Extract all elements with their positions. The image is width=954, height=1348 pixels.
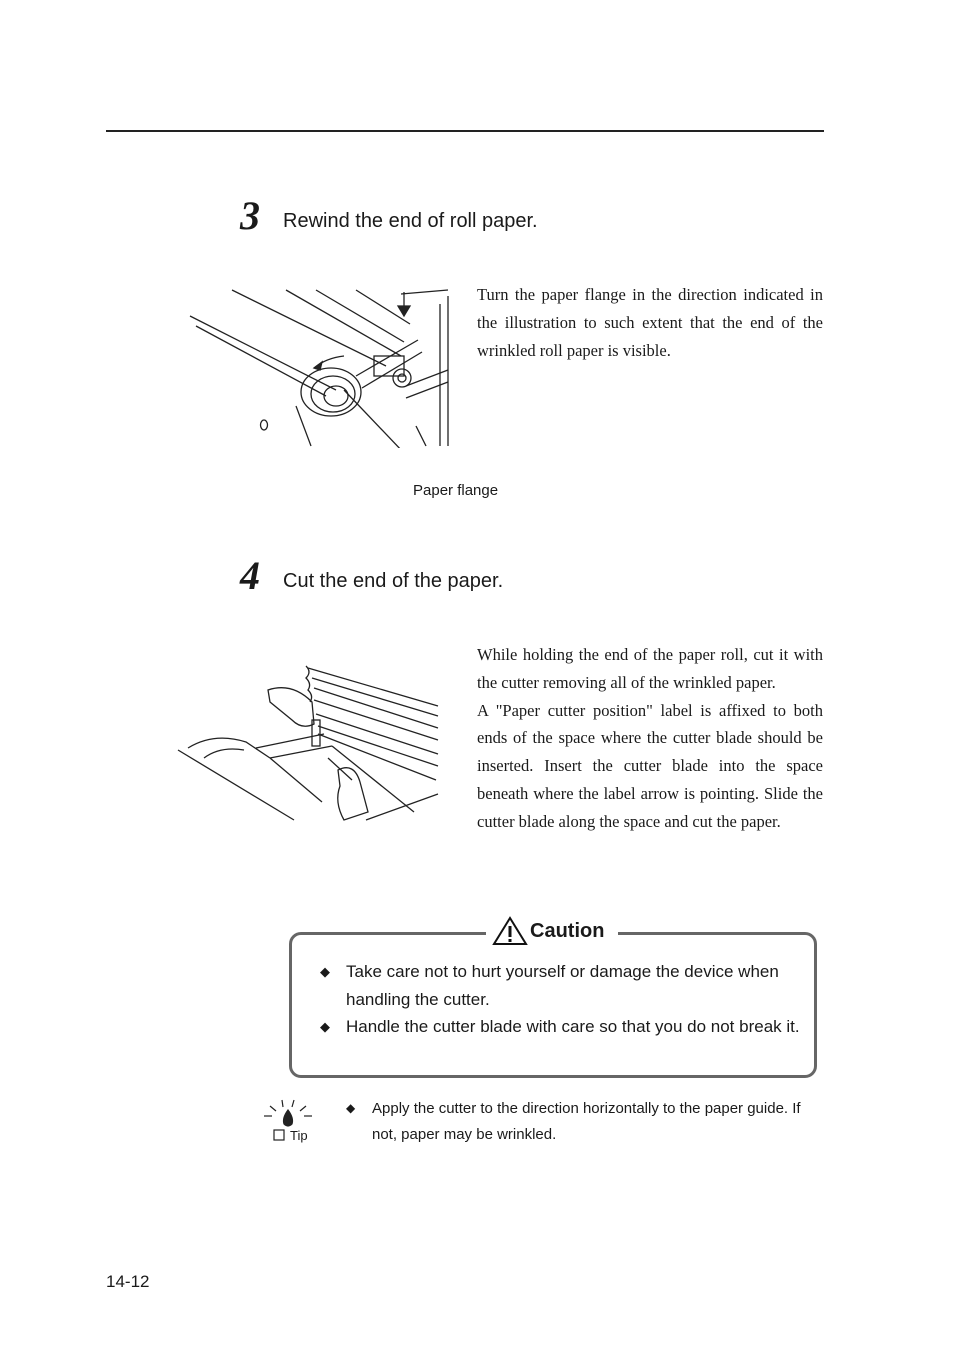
diamond-bullet-icon: ◆ — [346, 1101, 356, 1115]
tip-label: Tip — [290, 1128, 308, 1143]
step-4-body — [477, 641, 823, 836]
step-4-title: Cut the end of the paper. — [283, 570, 504, 592]
tip-item — [346, 1096, 826, 1147]
warning-triangle-icon — [492, 916, 528, 946]
caution-item — [320, 958, 810, 1013]
caution-heading — [486, 912, 618, 950]
step-3-number: 3 — [240, 193, 260, 238]
caution-item-text: Handle the cutter blade with care so that you do not break it. — [346, 1017, 800, 1036]
caution-list — [320, 958, 810, 1041]
paper-flange-illustration — [186, 286, 456, 448]
caution-title: Caution — [530, 919, 605, 942]
step-4-paragraph-1: While holding the end of the paper roll, cut it with the cutter removing all of the wrinkled paper. — [477, 645, 823, 692]
paper-cutting-illustration — [174, 662, 440, 822]
caution-item — [320, 1013, 810, 1041]
diamond-bullet-icon: ◆ — [320, 964, 330, 979]
step-3-title: Rewind the end of roll paper. — [283, 210, 538, 232]
step-3-body — [477, 281, 823, 364]
paper-flange-label: Paper flange — [413, 482, 499, 499]
caution-item-text: Take care not to hurt yourself or damage the device when handling the cutter. — [346, 962, 779, 1009]
header-rule — [106, 130, 824, 132]
diamond-bullet-icon: ◆ — [320, 1019, 330, 1034]
lightbulb-icon — [260, 1098, 316, 1146]
tip-item-text: Apply the cutter to the direction horizontally to the paper guide. If not, paper may be wrinkled. — [372, 1100, 801, 1143]
step-4-number: 4 — [240, 553, 260, 598]
step-4-paragraph-2: A "Paper cutter position" label is affixed to both ends of the space where the cutter blade should be inserted. Insert the cutter blade into the space beneath where the label arrow is pointing. Slide the cutter blade along the space and cut the paper. — [477, 700, 823, 831]
step-3-paragraph: Turn the paper flange in the direction indicated in the illustration to such extent that the end of the wrinkled roll paper is visible. — [477, 285, 823, 360]
page-number: 14-12 — [106, 1272, 150, 1291]
tip-list — [346, 1096, 826, 1147]
